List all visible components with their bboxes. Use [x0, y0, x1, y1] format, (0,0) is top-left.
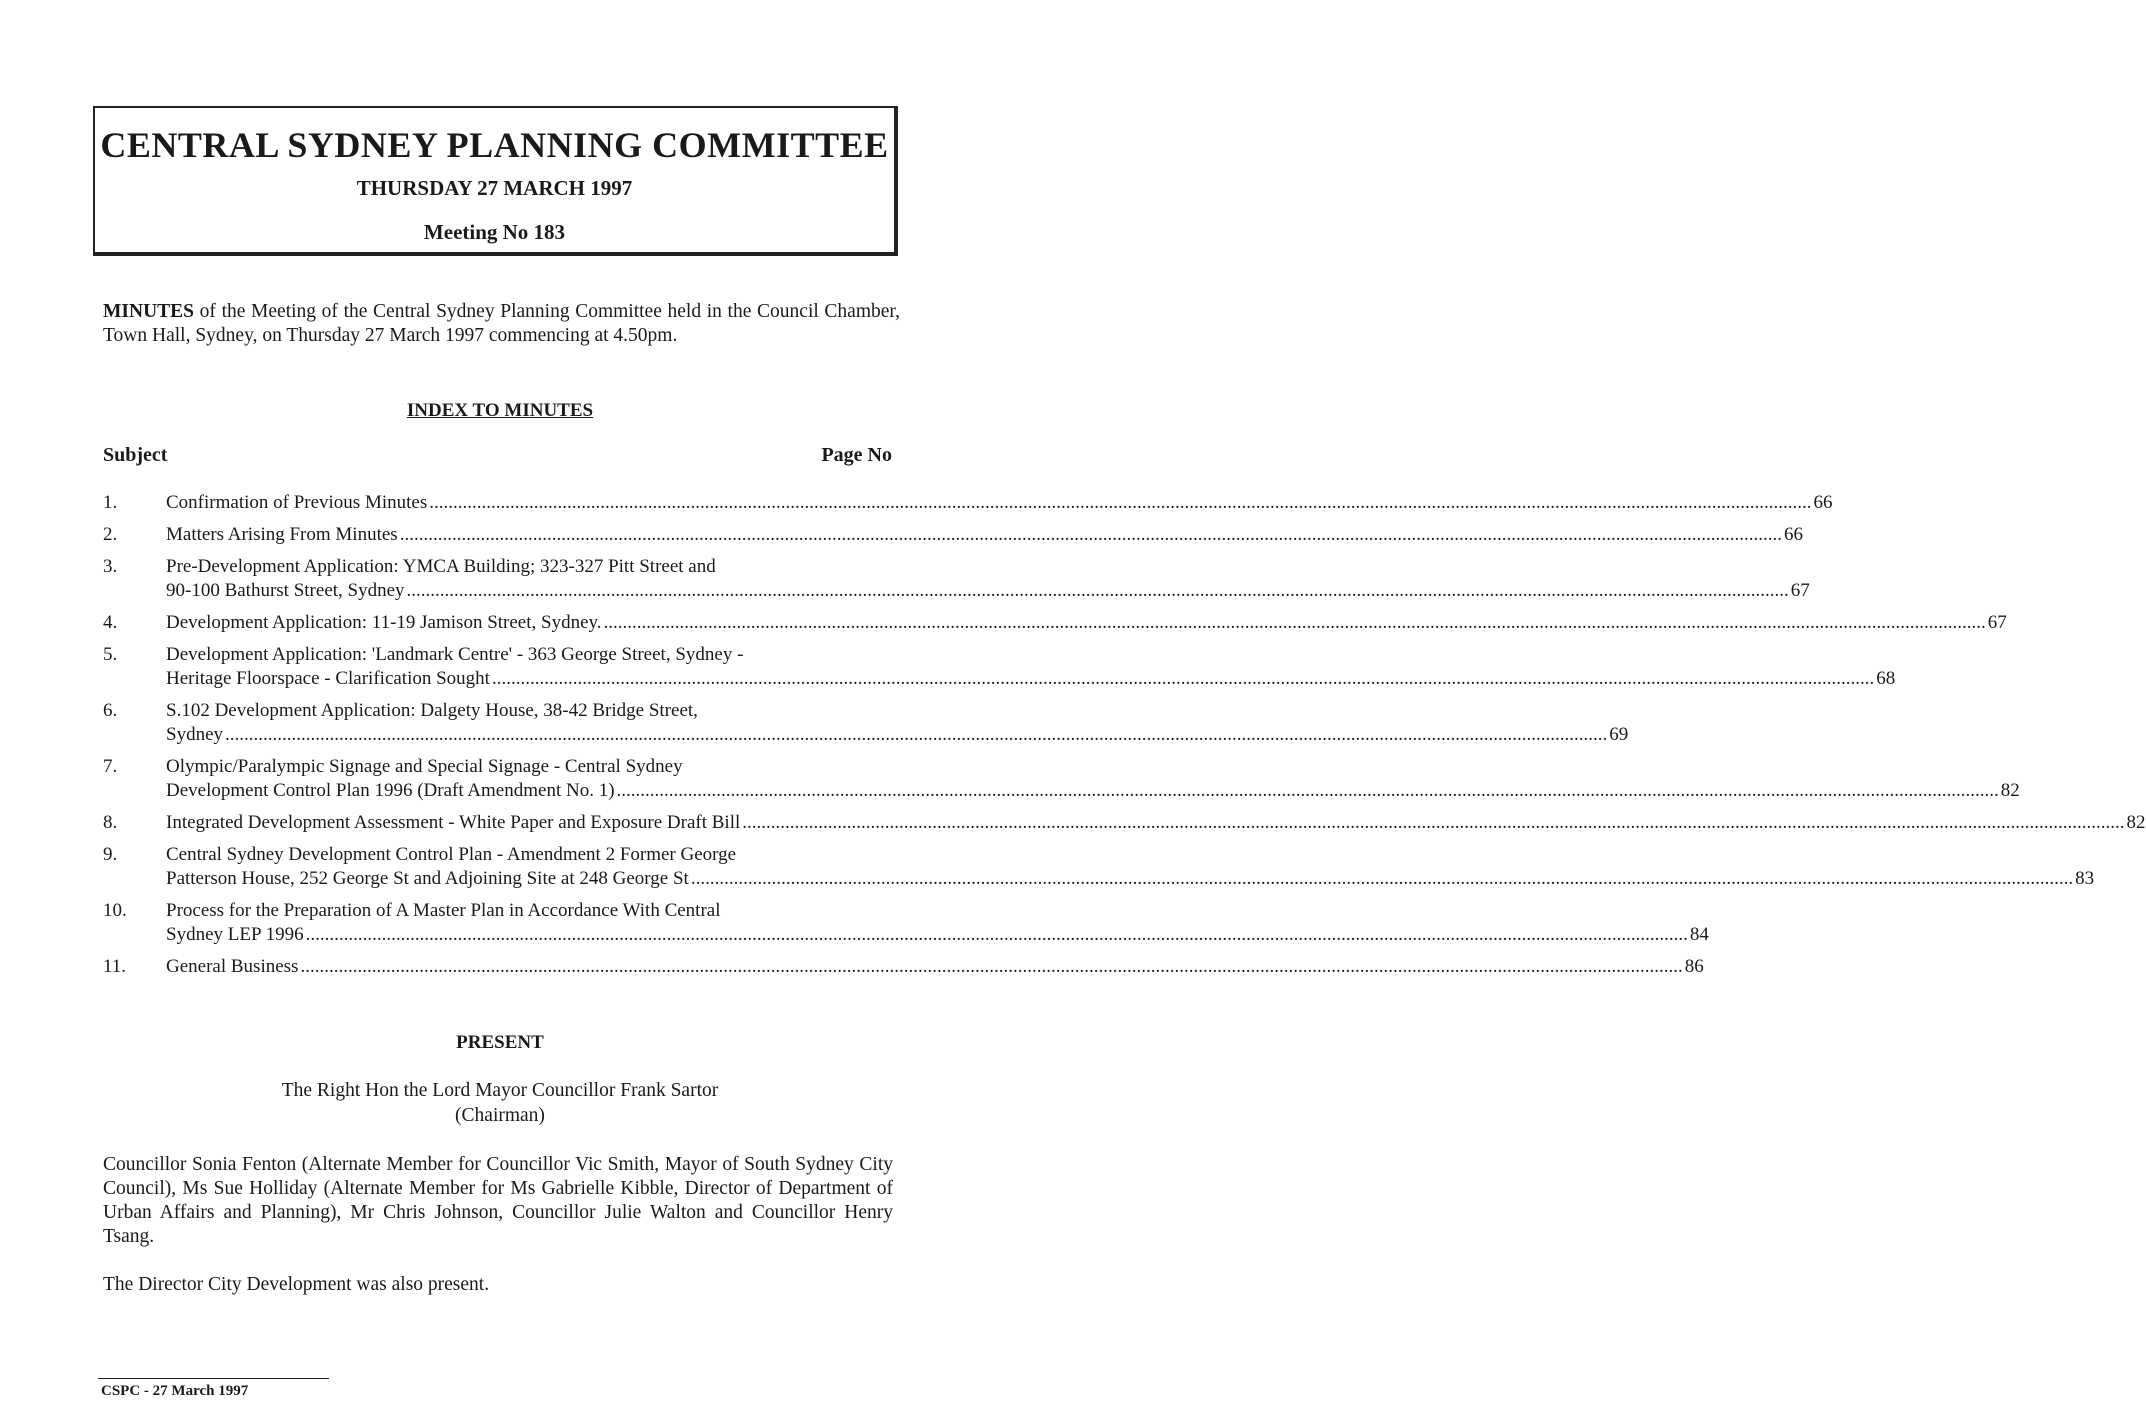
index-item-page: 67 — [1790, 580, 1810, 601]
index-list — [103, 491, 2146, 987]
index-item — [103, 843, 2095, 891]
index-item — [103, 491, 1833, 515]
index-item-number: 6. — [103, 700, 118, 721]
index-item-line — [166, 611, 2007, 635]
index-item — [103, 899, 1709, 947]
index-item-body — [166, 643, 1895, 691]
header-box — [93, 106, 898, 256]
index-item-line — [166, 899, 1709, 923]
index-item-page: 82 — [2126, 812, 2146, 833]
dot-leader — [225, 723, 1607, 747]
meeting-number: Meeting No 183 — [423, 220, 566, 244]
dot-leader — [691, 867, 2073, 891]
index-item-text: Integrated Development Assessment - White Paper and Exposure Draft Bill — [166, 812, 741, 833]
chairman-name: The Right Hon the Lord Mayor Councillor Frank Sartor — [281, 1080, 719, 1101]
index-item-body — [166, 523, 1803, 547]
dot-leader — [492, 667, 1874, 691]
also-present: The Director City Development was also present. — [103, 1274, 490, 1295]
index-item-line — [166, 923, 1709, 947]
index-item-line — [166, 555, 1810, 579]
index-item — [103, 755, 2020, 803]
index-item-text: 90-100 Bathurst Street, Sydney — [166, 580, 405, 601]
index-item-number: 8. — [103, 812, 118, 833]
index-item-text: Central Sydney Development Control Plan - Amendment 2 Former George — [166, 844, 737, 865]
index-item-line — [166, 755, 2020, 779]
dot-leader — [300, 955, 1682, 979]
index-item-line — [166, 491, 1832, 515]
index-item — [103, 555, 1810, 603]
index-item-text: Development Control Plan 1996 (Draft Amendment No. 1) — [166, 780, 615, 801]
intro-lead: MINUTES — [103, 301, 195, 322]
index-item-body — [166, 555, 1810, 603]
footer-text: CSPC - 27 March 1997 — [101, 1383, 249, 1399]
index-item-number: 11. — [103, 956, 127, 977]
intro-text: of the Meeting of the Central Sydney Planning Committee held in the Council Chamber, Town Hall, Sydney, on Thursday 27 March 1997 commencing at 4.50pm. — [103, 301, 900, 346]
footer-rule — [98, 1378, 329, 1379]
dot-leader — [429, 491, 1811, 515]
chairman — [0, 1078, 1000, 1128]
index-item-text: Pre-Development Application: YMCA Building; 323-327 Pitt Street and — [166, 556, 716, 577]
index-item-number: 5. — [103, 644, 118, 665]
intro-paragraph — [103, 300, 900, 348]
index-item-body — [166, 811, 2146, 835]
index-item-text: Sydney — [166, 724, 223, 745]
index-item-page: 66 — [1813, 492, 1833, 513]
dot-leader — [604, 611, 1986, 635]
index-item-text: Confirmation of Previous Minutes — [166, 492, 428, 513]
index-item — [103, 611, 2007, 635]
index-item-line — [166, 699, 1628, 723]
index-item-page: 84 — [1689, 924, 1709, 945]
index-item-page: 68 — [1876, 668, 1896, 689]
index-item-number: 1. — [103, 492, 118, 513]
dot-leader — [742, 811, 2124, 835]
dot-leader — [400, 523, 1782, 547]
members-present: Councillor Sonia Fenton (Alternate Member for Councillor Vic Smith, Mayor of South Sydney City Council), Ms Sue Holliday (Alternate Member for Ms Gabrielle Kibble, Director of Department of Urban Affairs and Planning), Mr Chris Johnson, Councillor Julie Walton and Councillor Henry Tsang. — [103, 1154, 893, 1247]
committee-title: CENTRAL SYDNEY PLANNING COMMITTEE — [100, 125, 889, 165]
index-item-line — [166, 867, 2094, 891]
index-item-line — [166, 843, 2094, 867]
index-item — [103, 643, 1896, 691]
dot-leader — [306, 923, 1688, 947]
index-item-number: 3. — [103, 556, 118, 577]
dot-leader — [617, 779, 1999, 803]
index-item — [103, 523, 1803, 547]
index-item-text: Development Application: 'Landmark Centre' - 363 George Street, Sydney - — [166, 644, 744, 665]
index-item-body — [166, 843, 2094, 891]
index-item-page: 66 — [1783, 524, 1803, 545]
index-item-body — [166, 491, 1832, 515]
index-item-text: Matters Arising From Minutes — [166, 524, 398, 545]
index-item-text: Sydney LEP 1996 — [166, 924, 304, 945]
index-item-body — [166, 899, 1709, 947]
index-item-body — [166, 611, 2007, 635]
present-heading: PRESENT — [456, 1032, 544, 1053]
index-item-text: Process for the Preparation of A Master Plan in Accordance With Central — [166, 900, 721, 921]
chairman-role: (Chairman) — [455, 1105, 545, 1126]
index-item-body — [166, 955, 1704, 979]
meeting-date: THURSDAY 27 MARCH 1997 — [356, 176, 633, 200]
index-item-line — [166, 811, 2146, 835]
index-item-number: 2. — [103, 524, 118, 545]
index-item-line — [166, 955, 1704, 979]
index-item — [103, 811, 2146, 835]
index-item-text: Olympic/Paralympic Signage and Special Signage - Central Sydney — [166, 756, 683, 777]
index-item-line — [166, 667, 1895, 691]
index-item-page: 86 — [1684, 956, 1704, 977]
index-item — [103, 955, 1704, 979]
index-item-number: 10. — [103, 900, 127, 921]
index-heading: INDEX TO MINUTES — [406, 400, 594, 421]
index-item-line — [166, 643, 1895, 667]
index-item-body — [166, 755, 2020, 803]
index-item-number: 4. — [103, 612, 118, 633]
index-item-page: 67 — [1987, 612, 2007, 633]
index-item-text: General Business — [166, 956, 299, 977]
index-item-line — [166, 523, 1803, 547]
index-item-line — [166, 579, 1810, 603]
index-item-text: Patterson House, 252 George St and Adjoining Site at 248 George St — [166, 868, 689, 889]
index-item-line — [166, 723, 1628, 747]
index-item-text: Development Application: 11-19 Jamison Street, Sydney. — [166, 612, 602, 633]
index-item-number: 9. — [103, 844, 118, 865]
page-column-label: Page No — [821, 444, 892, 466]
index-item-page: 82 — [2000, 780, 2020, 801]
index-item-body — [166, 699, 1628, 747]
index-item-text: Heritage Floorspace - Clarification Sought — [166, 668, 490, 689]
subject-column-label: Subject — [103, 444, 168, 466]
index-item — [103, 699, 1629, 747]
index-item-number: 7. — [103, 756, 118, 777]
index-item-page: 69 — [1609, 724, 1629, 745]
index-item-page: 83 — [2075, 868, 2095, 889]
index-item-line — [166, 779, 2020, 803]
dot-leader — [407, 579, 1789, 603]
index-item-text: S.102 Development Application: Dalgety House, 38-42 Bridge Street, — [166, 700, 698, 721]
